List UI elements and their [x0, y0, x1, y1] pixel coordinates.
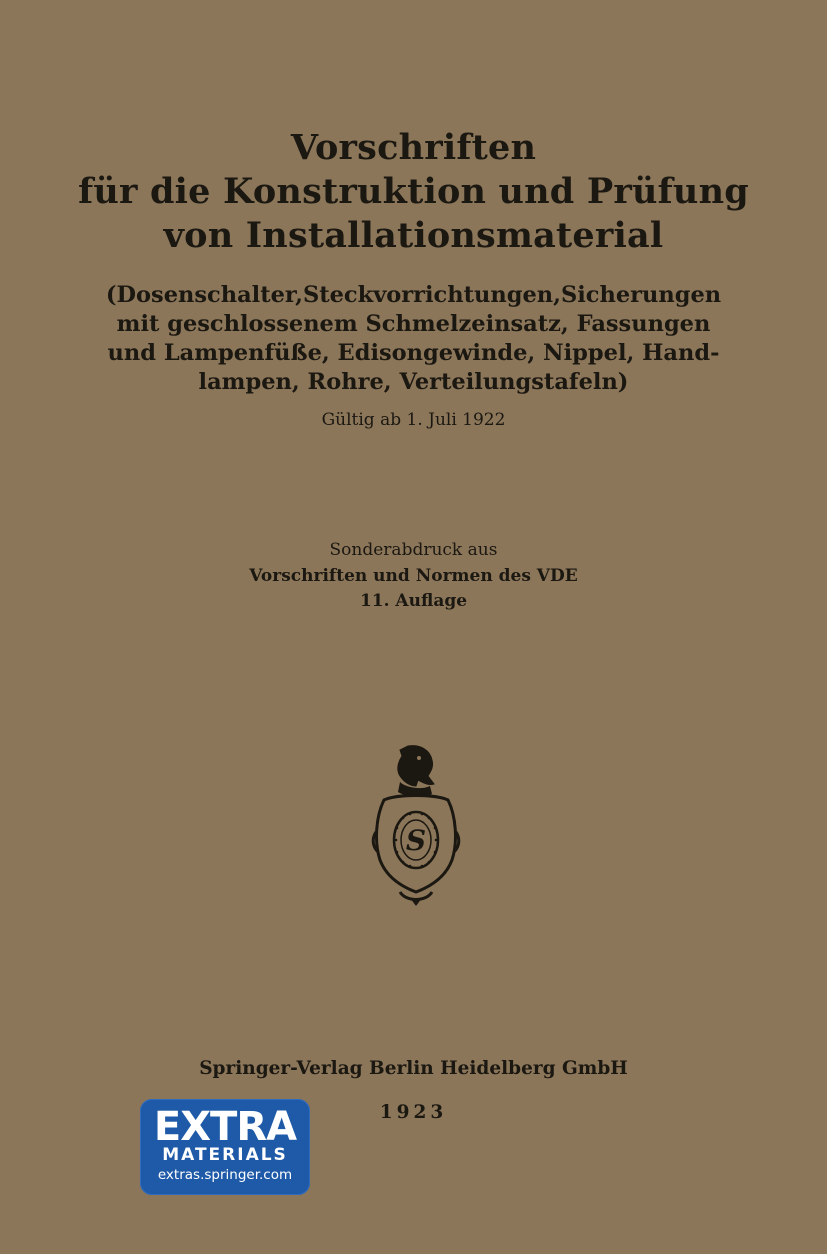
subtitle-line-2: mit geschlossenem Schmelzeinsatz, Fassungen	[116, 311, 711, 337]
reprint-source: Vorschriften und Normen des VDE	[249, 566, 578, 586]
title-line-3: von Installationsmaterial	[163, 215, 664, 256]
validity-date: Gültig ab 1. Juli 1922	[321, 410, 506, 430]
badge-materials-label: MATERIALS	[162, 1145, 288, 1165]
subtitle-line-3: und Lampenfüße, Edisongewinde, Nippel, Hand-	[107, 340, 720, 366]
subtitle-line-4: lampen, Rohre, Verteilungstafeln)	[198, 369, 629, 395]
emblem-letter: S	[405, 824, 427, 857]
reprint-note: Sonderabdruck aus	[329, 540, 498, 560]
badge-extra-label: EXTRA	[153, 1104, 297, 1150]
extra-materials-badge[interactable]	[140, 1099, 310, 1195]
title-line-2: für die Konstruktion und Prüfung	[78, 171, 749, 212]
publisher-horse-emblem-icon	[370, 742, 462, 908]
subtitle-line-1: (Dosenschalter,Steckvorrichtungen,Sicherungen	[105, 282, 722, 308]
publication-year: 1923	[379, 1102, 448, 1123]
badge-url[interactable]: extras.springer.com	[157, 1167, 293, 1183]
title-line-1: Vorschriften	[290, 127, 537, 168]
publisher-name: Springer-Verlag Berlin Heidelberg GmbH	[199, 1058, 628, 1079]
edition: 11. Auflage	[359, 591, 468, 611]
